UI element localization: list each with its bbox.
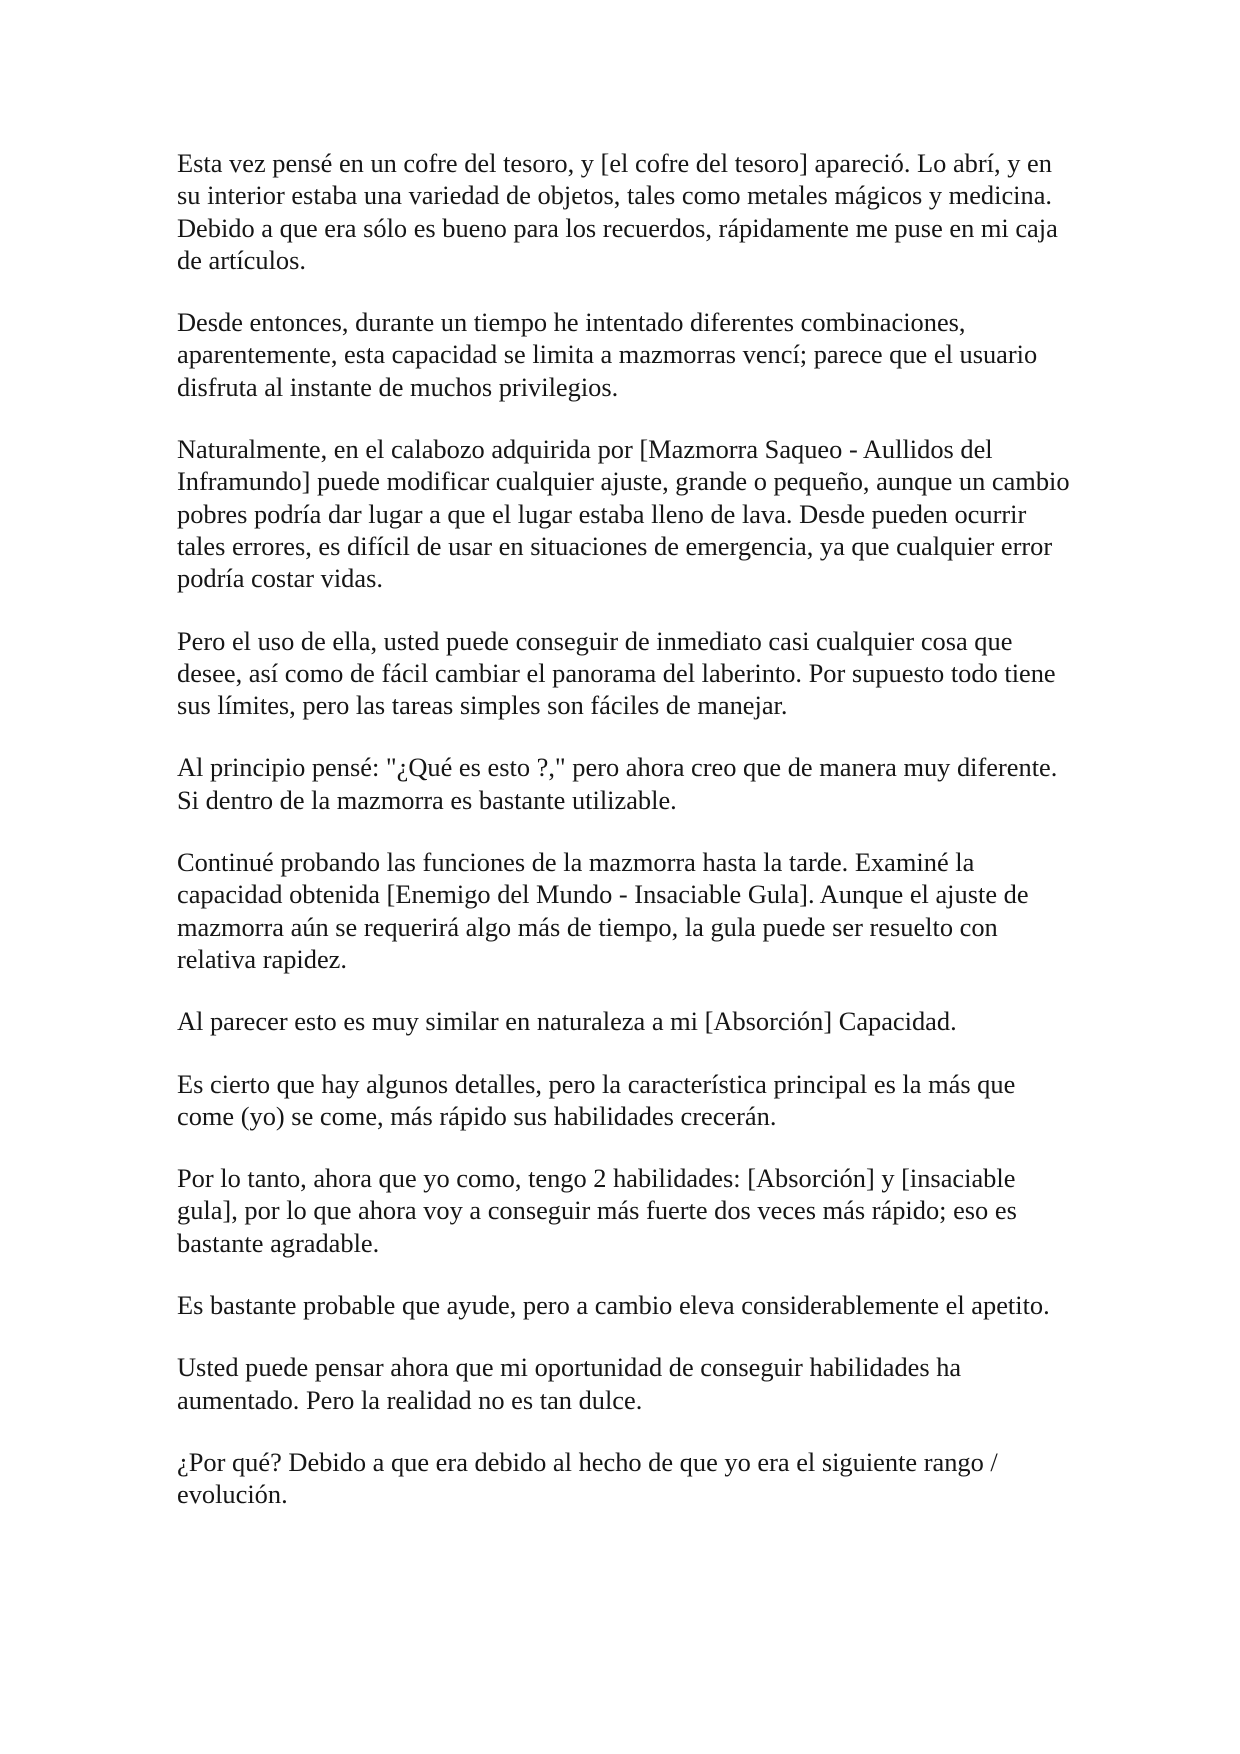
- paragraph-8: Es cierto que hay algunos detalles, pero la característica principal es la más que come (yo) se come, más rápido sus habilidades crecerán.: [177, 1068, 1016, 1131]
- paragraph-5: Al principio pensé: "¿Qué es esto ?," pero ahora creo que de manera muy diferente. Si dentro de la mazmorra es bastante utilizable.: [177, 752, 1058, 815]
- paragraph-3: Naturalmente, en el calabozo adquirida por [Mazmorra Saqueo - Aullidos del Inframundo] puede modificar cualquier ajuste, grande o pequeño, aunque un cambio pobres podría dar lugar a que el lugar estaba lleno de lava. Desde pueden ocurrir tales errores, es difícil de usar en situaciones de emergencia, ya que cualquier error podría costar vidas.: [177, 434, 1070, 594]
- paragraph-4: Pero el uso de ella, usted puede conseguir de inmediato casi cualquier cosa que desee, así como de fácil cambiar el panorama del laberinto. Por supuesto todo tiene sus límites, pero las tareas simples son fáciles de manejar.: [177, 625, 1056, 721]
- paragraph-12: ¿Por qué? Debido a que era debido al hecho de que yo era el siguiente rango / evolución.: [177, 1446, 998, 1510]
- paragraph-10: Es bastante probable que ayude, pero a cambio eleva considerablemente el apetito.: [177, 1290, 1050, 1321]
- paragraph-7: Al parecer esto es muy similar en naturaleza a mi [Absorción] Capacidad.: [177, 1006, 957, 1037]
- paragraph-2: Desde entonces, durante un tiempo he intentado diferentes combinaciones, aparentemente, esta capacidad se limita a mazmorras vencí; parece que el usuario disfruta al instante de muchos privilegios.: [177, 307, 1038, 402]
- paragraph-1: Esta vez pensé en un cofre del tesoro, y [el cofre del tesoro] apareció. Lo abrí, y en su interior estaba una variedad de objetos, tales como metales mágicos y medicina. Debido a que era sólo es bueno para los recuerdos, rápidamente me puse en mi caja de artículos.: [177, 148, 1058, 275]
- document-body: [177, 147, 1072, 1541]
- paragraph-11: Usted puede pensar ahora que mi oportunidad de conseguir habilidades ha aumentado. Pero la realidad no es tan dulce.: [177, 1352, 962, 1415]
- paragraph-6: Continué probando las funciones de la mazmorra hasta la tarde. Examiné la capacidad obtenida [Enemigo del Mundo - Insaciable Gula]. Aunque el ajuste de mazmorra aún se requerirá algo más de tiempo, la gula puede ser resuelto con relativa rapidez.: [177, 847, 1029, 974]
- paragraph-9: Por lo tanto, ahora que yo como, tengo 2 habilidades: [Absorción] y [insaciable gula], por lo que ahora voy a conseguir más fuerte dos veces más rápido; eso es bastante agradable.: [177, 1163, 1017, 1258]
